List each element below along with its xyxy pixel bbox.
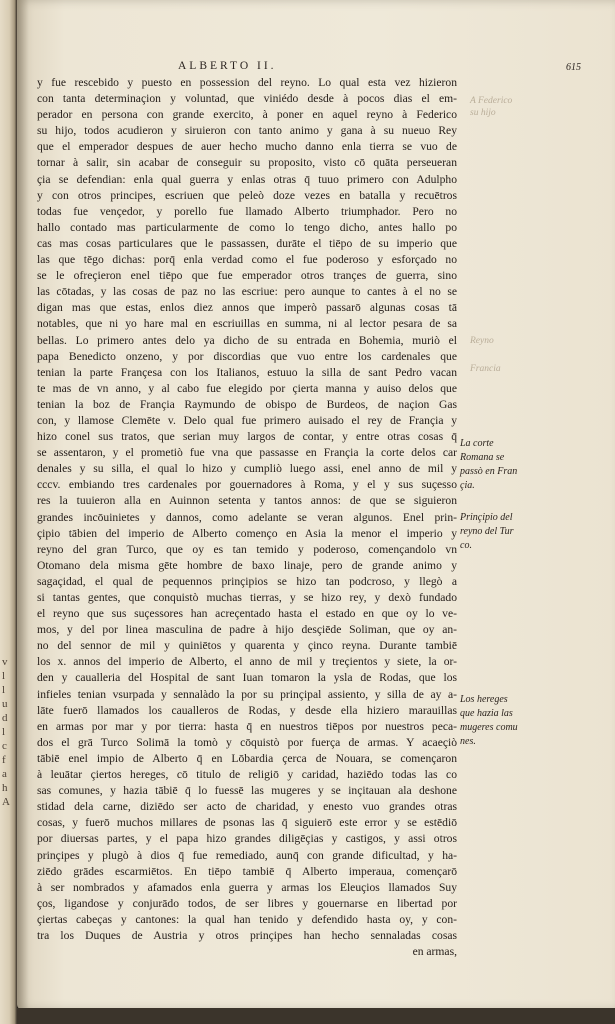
marginal-note-line: mugeres comu [460, 722, 518, 733]
text-line: tra los Duques de Austria y otros prinçipes han hecho sennaladas cosas [37, 928, 457, 942]
folio-number: 615 [566, 62, 581, 73]
text-line: hallo contado mas particularmente de como lo tengo dicho, antes hallo po [37, 220, 457, 234]
previous-page-fragment: u [2, 698, 8, 710]
text-line: con, y llamose Clemēte v. Delo qual fue primero auisado el rey de Françia y [37, 413, 457, 427]
text-line: denales y su silla, el qual lo hizo y cumpliò luego assi, enel anno de mil y [37, 462, 457, 476]
previous-page-fragment: c [2, 740, 7, 752]
text-line: reyno del gran Turco, que oy es tan temido y poderoso, començandolo vn [37, 542, 457, 556]
previous-page-edge [0, 0, 17, 1024]
text-line: en armas por mar y por tierra: hasta q̄ en nuestros tiēpos por nuestros peca- [37, 719, 457, 733]
text-line: ços, ligandose y conjurādo todos, de ser libres y gouernarse en libertad por [37, 896, 457, 910]
text-line: hizo conel sus tratos, que serian muy largos de contar, y entre otras cosas q̄ [37, 430, 457, 444]
text-line: cccv. embiando tres cardenales por gouernadores à Roma, y el y sus suçesso [37, 478, 457, 492]
body-text-block [37, 75, 457, 960]
marginal-note-line: Los hereges [460, 694, 508, 705]
marginal-note-hereges [460, 693, 550, 749]
text-line: las cōtadas, y las cosas de paz no las escriue: pero aunque to cantes à el no se [37, 285, 457, 299]
text-line: den y caualleria del Hospital de sant Iuan tomaron la ysla de Rodas, que los [37, 671, 457, 685]
text-line: à ser nombrados y afamados enla guerra y armas los Eleuçios llamados Suy [37, 880, 457, 894]
text-line: y con otros principes, escriuen que peleò doze vezes en batalla y recuētros [37, 188, 457, 202]
faded-note-line: Francia [470, 364, 501, 374]
text-line: tābiē enel impio de Alberto q̄ en Lōbardia çerca de Nouara, se començaron [37, 751, 457, 765]
previous-page-fragment: v [2, 656, 8, 668]
marginal-note-line: nes. [460, 736, 476, 747]
text-line: tornar à salir, sin acabar de conseguir su proposito, visto cō quāta perseueran [37, 156, 457, 170]
text-line: prinçipes y plugò à dios q̄ fue remediado, aunq̄ con grande dificultad, y ha- [37, 848, 457, 862]
text-line: que el emperador despues de auer hecho mucho danno enla tierra se vuo de [37, 140, 457, 154]
marginal-note-line: Romana se [460, 452, 505, 463]
text-line: infieles tenian vsurpada y sennalàdo la por su prinçipal assiento, y silla de ay a- [37, 687, 457, 701]
marginal-note-corte-romana [460, 437, 550, 493]
text-line: ziēdo grādes escarmiētos. En tiēpo tambiē q̄ Alberto imperaua, començarō [37, 864, 457, 878]
text-line: tenian la boz de Françia Raymundo de obispo de Burdeos, de naçion Gas [37, 397, 457, 411]
text-line: res la tuuieron alla en Auinnon setenta y tantos annos: de que se siguieron [37, 494, 457, 508]
text-line: te mas de vn anno, y al cabo fue elegido por çierta manna y auiso delos que [37, 381, 457, 395]
text-line: el reyno que sus suçessores han acreçentado hasta el estado en que oy lo ve- [37, 607, 457, 621]
text-line: los x. annos del imperio de Alberto, el anno de mil y treçientos y siete, la or- [37, 655, 457, 669]
previous-page-fragment: l [2, 670, 6, 682]
faded-note-line: A Federico [470, 96, 513, 106]
text-line: si tantas gentes, que conquistò muchas tierras, y se hizo rey, y dexò fundado [37, 591, 457, 604]
previous-page-fragment: a [2, 768, 7, 780]
page-bottom-shadow [17, 1008, 615, 1024]
text-line: dos el grā Turco Solimā la tomò y cōquistò por fuerça de armas. Y acaeçiò [37, 735, 457, 749]
text-line: se assentaron, y el prometiò fue vna que passasse en Françia la corte delos car [37, 446, 457, 460]
text-line: stidad dela carne, diziēdo ser acto de charidad, y enesto vuo grandes otras [37, 800, 457, 814]
text-line: perador en persona con grande exercito, à poner en aquel reyno à Federico [37, 108, 457, 122]
text-line: mos, y del por linea masculina de padre à hijo desçiēde Soliman, que oy an- [37, 623, 457, 637]
text-line: papa Benedicto onzeno, y por discordias que vuo entre los cardenales que [37, 349, 457, 363]
marginal-note-line: que hazia las [460, 708, 513, 719]
marginal-note-turco [460, 511, 550, 553]
text-line: bellas. Lo primero antes delo ya dicho de su entrada en Bohemia, muriò el [37, 333, 457, 347]
marginal-note-line: çia. [460, 480, 475, 491]
text-line: lāte fuerō llamados los caualleros de Rodas, y desde ella hiziero marauillas [37, 703, 457, 717]
marginal-note-line: reyno del Tur [460, 526, 514, 537]
text-line: à leuātar çiertos hereges, cō titulo de religiō y caridad, haziēdo todas las co [37, 768, 457, 782]
text-line: se le ofreçieron enel tiēpo que fue emperador otros trançes de guerra, sino [37, 269, 457, 283]
text-line: las que tēgo dichas: porq̄ enla verdad como el fue poderoso y esforçado no [37, 253, 457, 267]
text-line: en armas, [412, 945, 457, 959]
text-line: su hijo, todos acudieron y siruieron con tanto animo y gana à su nueuo Rey [37, 124, 457, 138]
text-line: digan mas que estas, enlos diez annos que imperò passarō algunas cosas tā [37, 301, 457, 315]
text-line: notables, que ni yo hare mal en escriuillas en summa, ni al lector pesara de sa [37, 317, 457, 331]
text-line: Otomano dela misma gēte hombre de baxo linaje, pero de grande animo y [37, 558, 457, 572]
previous-page-fragment: l [2, 726, 6, 738]
previous-page-text-fragments [2, 655, 14, 809]
running-head-title: ALBERTO II. [178, 60, 277, 72]
text-line: todas fue vençedor, y porello fue llamado Alberto triumphador. Pero no [37, 204, 457, 218]
previous-page-fragment: d [2, 712, 8, 724]
faded-note-line: su hijo [470, 108, 496, 118]
previous-page-fragment: l [2, 684, 6, 696]
previous-page-fragment: f [2, 754, 6, 766]
text-line: grandes incōuinietes y dannos, como adelante se veran algunos. Enel prin- [37, 510, 457, 524]
text-line: cas mas cosas particulares que le passassen, durāte el tiēpo de su imperio que [37, 236, 457, 250]
previous-page-fragment: h [2, 782, 8, 794]
faded-note-line: Reyno [470, 336, 494, 346]
text-line: sas comunes, y hazia tābiē q̄ lo fuessē las mugeres y se inçitauan ala deshone [37, 784, 457, 798]
text-line: no del sennor de mil y quiniētos y quarenta y çinco reyna. Durante tambiē [37, 639, 457, 653]
marginal-note-line: co. [460, 540, 472, 551]
text-line: çipio tābien del imperio de Alberto començo en Asia la menor el imperio y [37, 526, 457, 540]
text-line: sagaçidad, el qual de pequennos prinçipios se hizo tan podcroso, y llegò a [37, 574, 457, 588]
text-line: tenian la parte Françesa con los Italianos, estuuo la silla de sant Pedro vacan [37, 365, 457, 379]
previous-page-fragment: A [2, 796, 10, 808]
marginal-note-line: passò en Fran [460, 466, 518, 477]
text-line: por diuersas partes, y el papa hizo grandes diligēçias y castigos, y assi otros [37, 832, 457, 846]
marginal-note-line: La corte [460, 438, 494, 449]
text-line: con tanta determinaçion y voluntad, que viniédo desde à pocos dias el em- [37, 92, 457, 106]
text-line: çiertas cabeças y cantones: la qual han tenido y defendido hasta oy, y con- [37, 912, 457, 926]
text-line: cosas, y fuerō muchos millares de psonas las q̄ siguierō este error y se estēdiō [37, 816, 457, 830]
text-line: y fue rescebido y puesto en possession del reyno. Lo qual esta vez hizieron [37, 76, 457, 89]
text-line: çia se defendian: enla qual guerra y enlas otras q̄ tuuo primero con Adulpho [37, 172, 457, 186]
marginal-note-line: Prinçipio del [460, 512, 513, 523]
